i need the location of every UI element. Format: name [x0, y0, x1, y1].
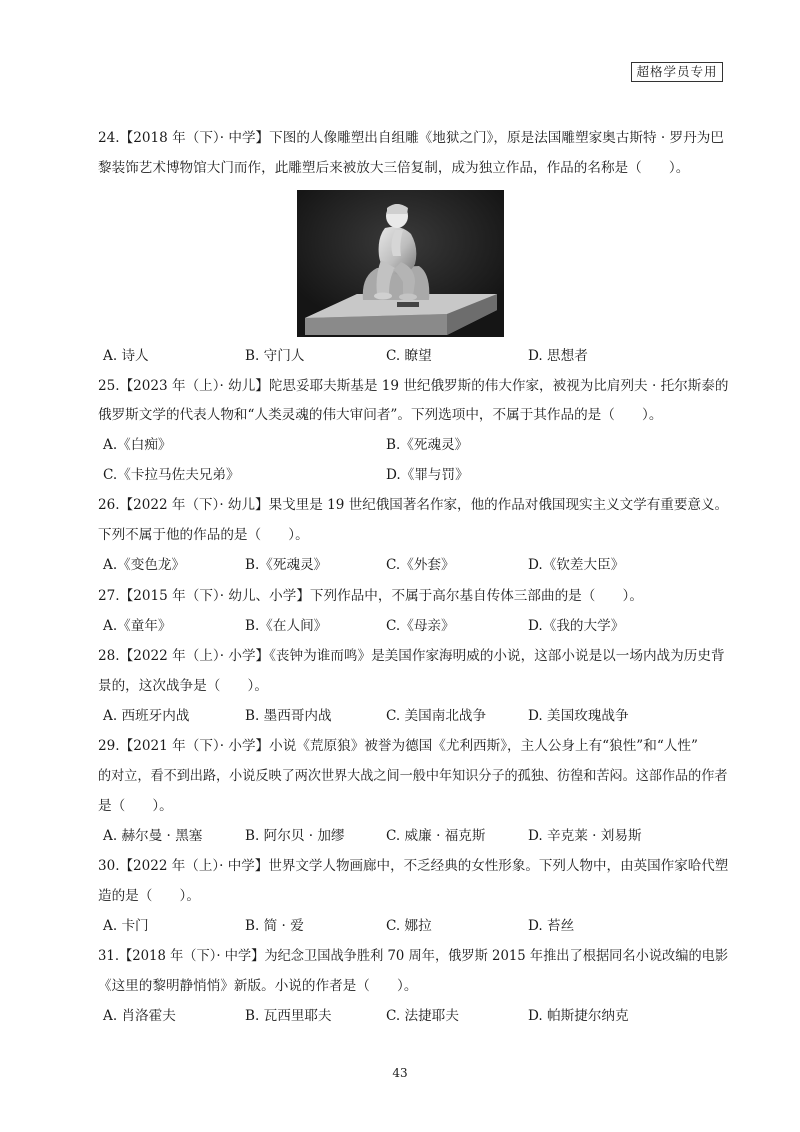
- option-c: C. 美国南北战争: [386, 708, 487, 724]
- sculpture-image: [297, 190, 504, 337]
- exclusive-badge: 超格学员专用: [631, 62, 723, 82]
- question-text-line: 30.【2022 年（上）· 中学】世界文学人物画廊中，不乏经典的女性形象。下列人物中，由英国作家哈代塑: [98, 858, 729, 874]
- question-text-line: 27.【2015 年（下）· 幼儿、小学】下列作品中，不属于高尔基自传体三部曲的是（ ）。: [98, 588, 643, 604]
- option-d: D.《钦差大臣》: [528, 557, 625, 573]
- question-text-line: 28.【2022 年（上）· 小学】《丧钟为谁而鸣》是美国作家海明威的小说，这部小说是以一场内战为历史背: [98, 648, 725, 664]
- option-a: A.《童年》: [103, 618, 172, 634]
- option-c: C. 娜拉: [386, 918, 432, 934]
- option-c: C. 威廉 · 福克斯: [386, 828, 486, 844]
- question-text-line: 29.【2021 年（下）· 小学】小说《荒原狼》被誉为德国《尤利西斯》，主人公身上有“狼性”和“人性”: [98, 738, 698, 754]
- option-b: B. 简 · 爱: [245, 918, 304, 934]
- option-b: B.《在人间》: [245, 618, 328, 634]
- question-text-line: 黎装饰艺术博物馆大门而作，此雕塑后来被放大三倍复制，成为独立作品，作品的名称是（ ）。: [98, 160, 690, 176]
- thinker-sculpture-photo: [297, 190, 504, 337]
- option-c: C.《外套》: [386, 557, 455, 573]
- question-text-line: 造的是（ ）。: [98, 888, 200, 904]
- option-b: B.《死魂灵》: [245, 557, 328, 573]
- question-text-line: 《这里的黎明静悄悄》新版。小说的作者是（ ）。: [98, 978, 418, 994]
- question-text-line: 24.【2018 年（下）· 中学】下图的人像雕塑出自组雕《地狱之门》，原是法国雕塑家奥古斯特 · 罗丹为巴: [98, 130, 724, 146]
- option-b: B. 墨西哥内战: [245, 708, 332, 724]
- question-text-line: 31.【2018 年（下）· 中学】为纪念卫国战争胜利 70 周年，俄罗斯 2015 年推出了根据同名小说改编的电影: [98, 948, 729, 964]
- option-b: B. 瓦西里耶夫: [245, 1008, 332, 1024]
- option-c: C. 瞭望: [386, 348, 432, 364]
- question-text-line: 的对立，看不到出路，小说反映了两次世界大战之间一般中年知识分子的孤独、彷徨和苦闷。这部作品的作者: [98, 768, 728, 784]
- option-a: A. 卡门: [103, 918, 149, 934]
- option-d: D. 辛克莱 · 刘易斯: [528, 828, 642, 844]
- option-a: A. 赫尔曼 · 黑塞: [103, 828, 203, 844]
- option-d: D.《我的大学》: [528, 618, 625, 634]
- option-b: B. 守门人: [245, 348, 305, 364]
- option-d: D. 美国玫瑰战争: [528, 708, 629, 724]
- question-text-line: 是（ ）。: [98, 798, 173, 814]
- option-a: A. 肖洛霍夫: [103, 1008, 176, 1024]
- option-c: C.《母亲》: [386, 618, 455, 634]
- question-text-line: 下列不属于他的作品的是（ ）。: [98, 527, 309, 543]
- option-c: C.《卡拉马佐夫兄弟》: [103, 467, 240, 483]
- question-text-line: 26.【2022 年（下）· 幼儿】果戈里是 19 世纪俄国著名作家，他的作品对俄国现实主义文学有重要意义。: [98, 497, 729, 513]
- option-a: A.《白痴》: [103, 437, 172, 453]
- question-text-line: 俄罗斯文学的代表人物和“人类灵魂的伟大审问者”。下列选项中，不属于其作品的是（ ）。: [98, 407, 663, 423]
- option-a: A. 西班牙内战: [103, 708, 190, 724]
- option-c: C. 法捷耶夫: [386, 1008, 459, 1024]
- question-text-line: 景的，这次战争是（ ）。: [98, 678, 268, 694]
- option-b: B.《死魂灵》: [386, 437, 469, 453]
- question-text-line: 25.【2023 年（上）· 幼儿】陀思妥耶夫斯基是 19 世纪俄罗斯的伟大作家，被视为比肩列夫 · 托尔斯泰的: [98, 378, 729, 394]
- option-d: D. 帕斯捷尔纳克: [528, 1008, 629, 1024]
- option-d: D.《罪与罚》: [386, 467, 469, 483]
- page-number: 43: [392, 1066, 408, 1080]
- option-d: D. 思想者: [528, 348, 588, 364]
- option-d: D. 苔丝: [528, 918, 575, 934]
- option-a: A. 诗人: [103, 348, 149, 364]
- option-a: A.《变色龙》: [103, 557, 186, 573]
- option-b: B. 阿尔贝 · 加缪: [245, 828, 345, 844]
